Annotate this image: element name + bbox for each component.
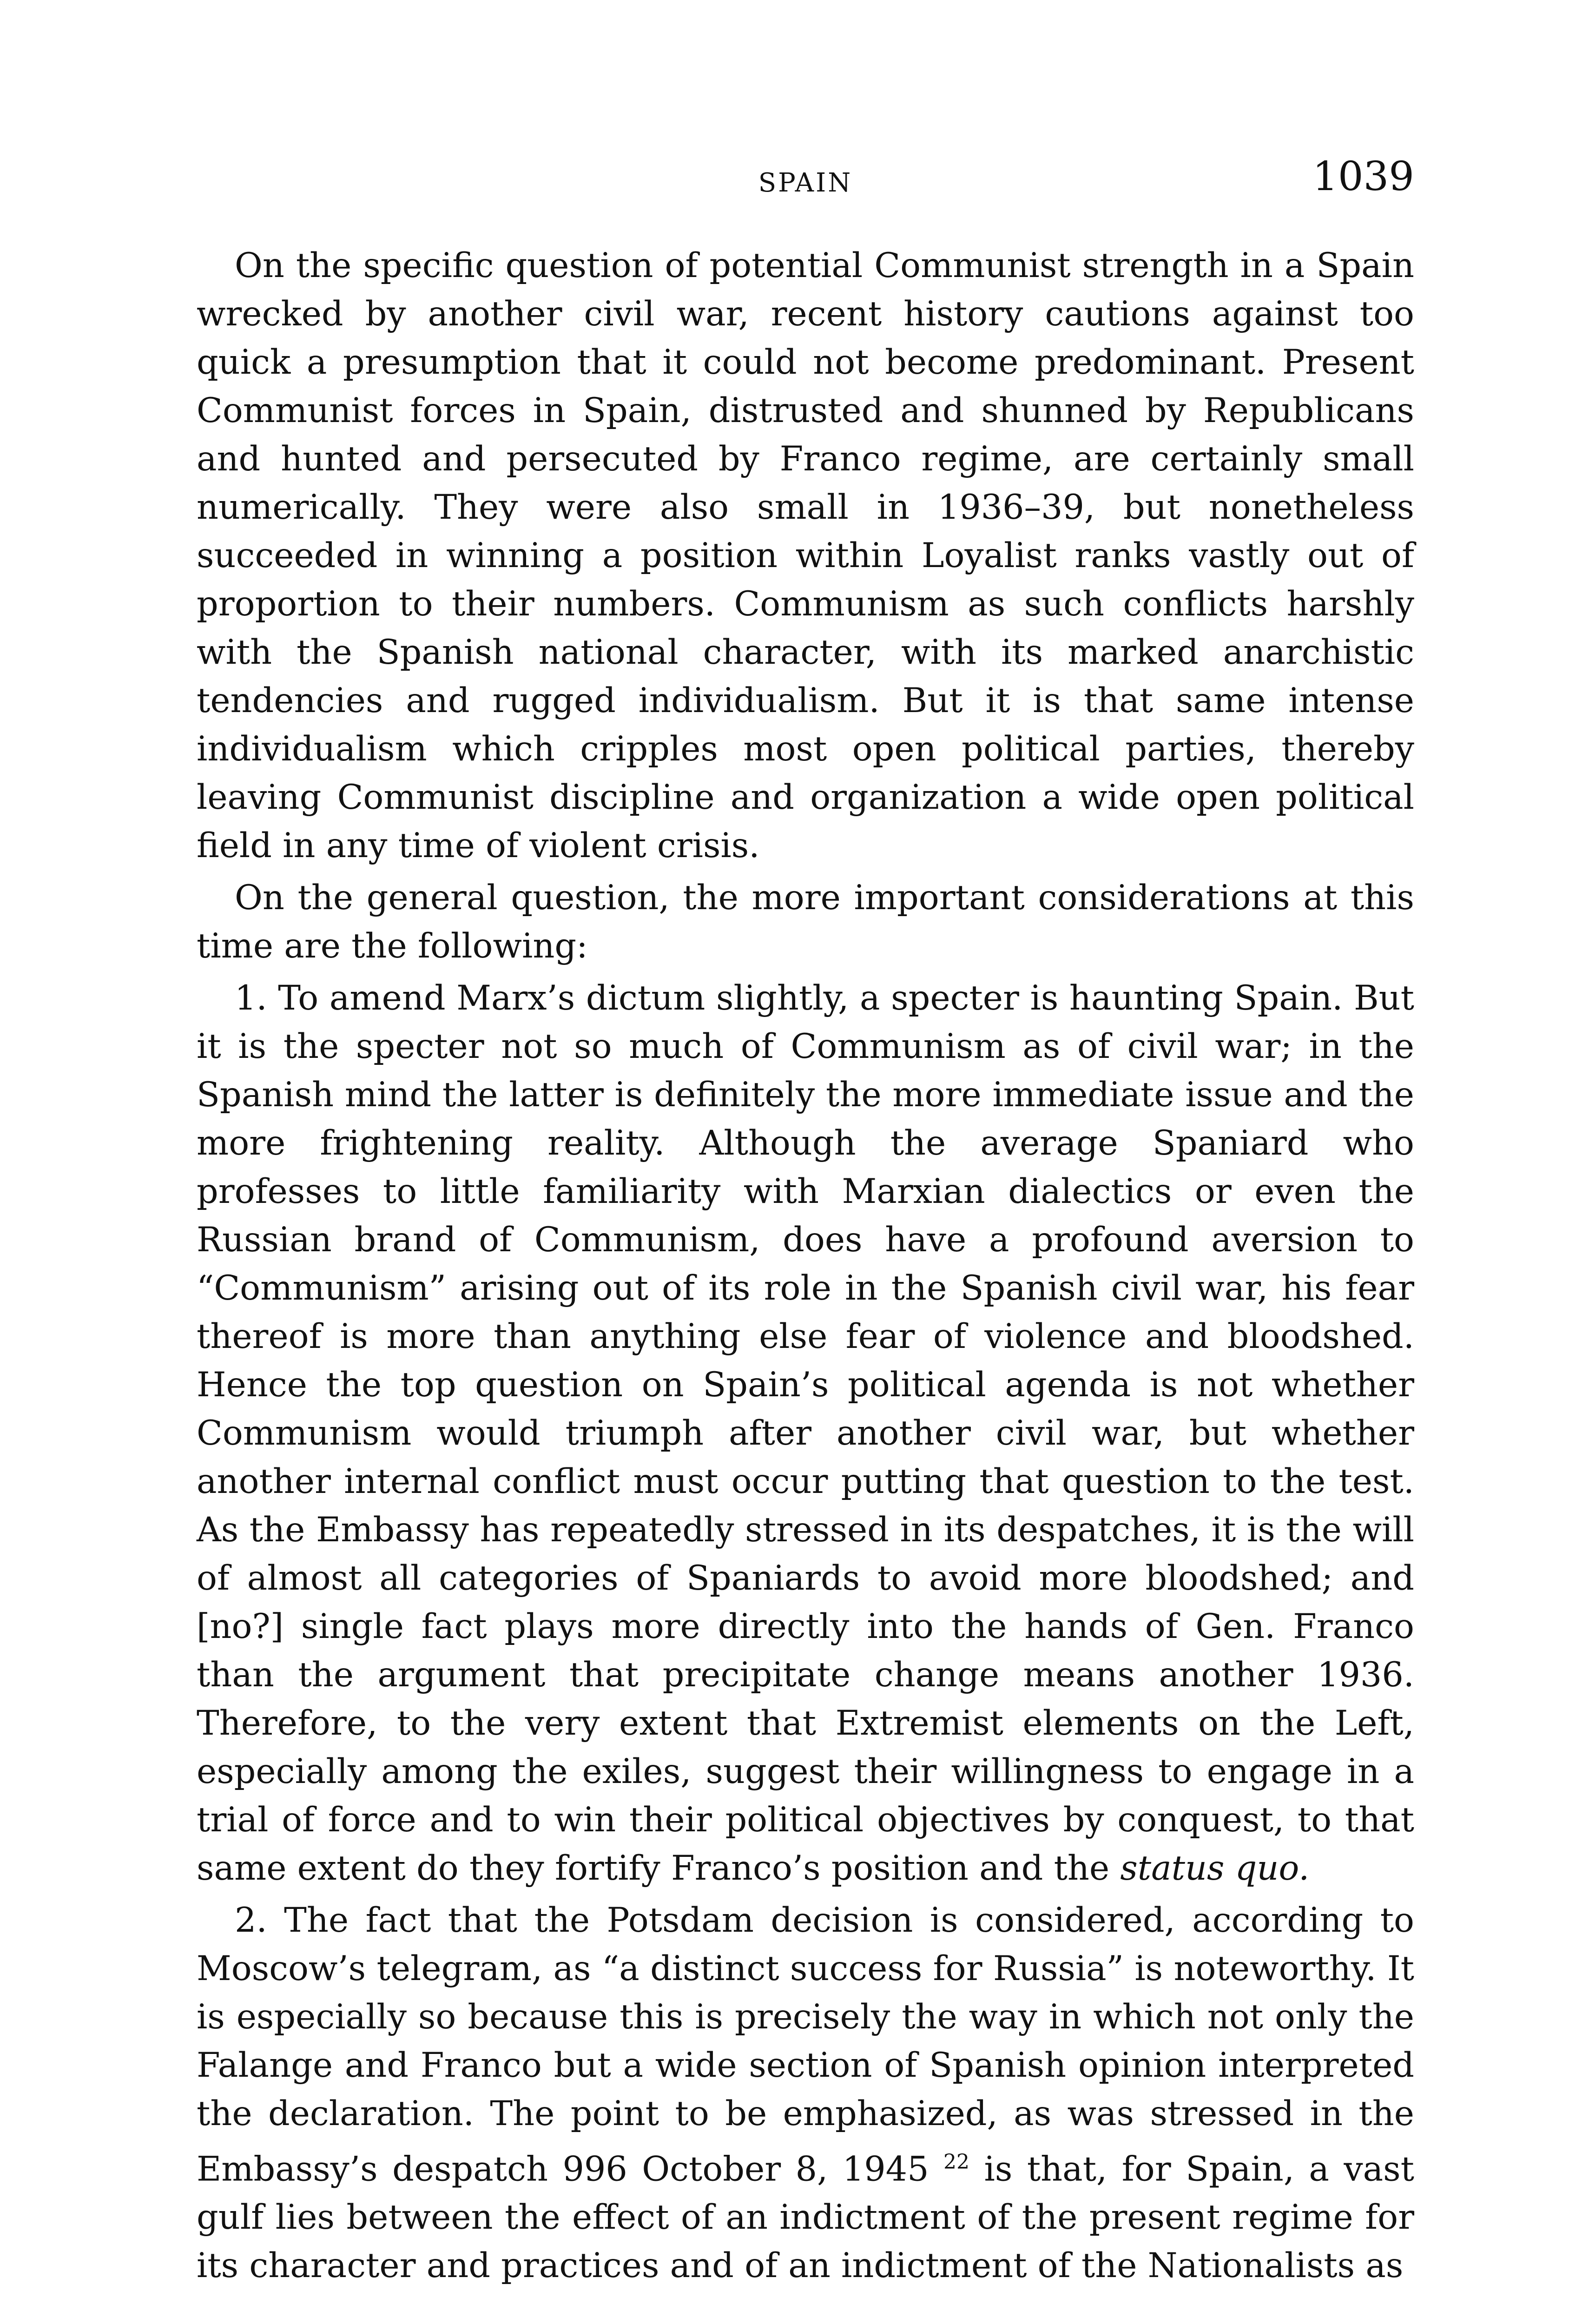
footnote-reference: 22 (943, 2150, 970, 2174)
paragraph-point-two (197, 1896, 1414, 2290)
page-number: 1039 (1312, 153, 1414, 200)
paragraph-communist-strength: On the specific question of potential Communist strength in a Spain wrecked by another civil war, recent history cautions against too quick a presumption that it could not become predominant. Present Communist forces in Spain, distrusted and shunned by Republicans and hunted and persecuted by Franco regime, are certainly small numerically. They were also small in 1936–39, but nonetheless succeeded in winning a position within Loyalist ranks vastly out of proportion to their numbers. Communism as such conflicts harshly with the Spanish national character, with its marked anarchistic tendencies and rugged individualism. But it is that same intense individualism which cripples most open political parties, thereby leaving Communist discipline and organization a wide open political field in any time of violent crisis. (197, 246, 1414, 865)
running-title: SPAIN (758, 168, 853, 198)
running-head (197, 153, 1414, 209)
paragraph-point-one (197, 974, 1414, 1893)
body-text (197, 242, 1414, 2294)
paragraph-point-two-text: 2. The fact that the Potsdam decision is considered, according to Moscow’s telegram, as “a distinct success for Russia” is noteworthy. It is especially so because this is precisely the way in which not only the Falange and Franco but a wide section of Spanish opinion interpreted the declaration. The point to be emphasized, as was stressed in the Embassy’s despatch 996 October 8, 1945 (197, 1901, 1414, 2189)
italic-status-quo: status quo. (1120, 1849, 1310, 1888)
paragraph-general-question: On the general question, the more important considerations at this time are the following: (197, 878, 1414, 966)
paragraph-point-one-text: 1. To amend Marx’s dictum slightly, a specter is haunting Spain. But it is the specter not so much of Communism as of civil war; in the Spanish mind the latter is definitely the more immediate issue and the more frightening reality. Although the average Spaniard who professes to little familiarity with Marxian dialectics or even the Russian brand of Communism, does have a profound aversion to “Communism” arising out of its role in the Spanish civil war, his fear thereof is more than anything else fear of violence and bloodshed. Hence the top question on Spain’s political agenda is not whether Communism would triumph after another civil war, but whether another internal conflict must occur putting that question to the test. As the Embassy has repeatedly stressed in its despatches, it is the will of almost all categories of Spaniards to avoid more bloodshed; and [no?] single fact plays more directly into the hands of Gen. Franco than the argument that precipitate change means another 1936. Therefore, to the very extent that Extremist elements on the Left, especially among the exiles, suggest their willingness to engage in a trial of force and to win their political objectives by conquest, to that same extent do they fortify Franco’s position and the (197, 978, 1414, 1888)
paragraph-point-two-continued: is that, for Spain, a vast gulf lies between the effect of an indictment of the present regime for its character and practices and of an indictment of the Nationalists as (197, 2149, 1414, 2286)
